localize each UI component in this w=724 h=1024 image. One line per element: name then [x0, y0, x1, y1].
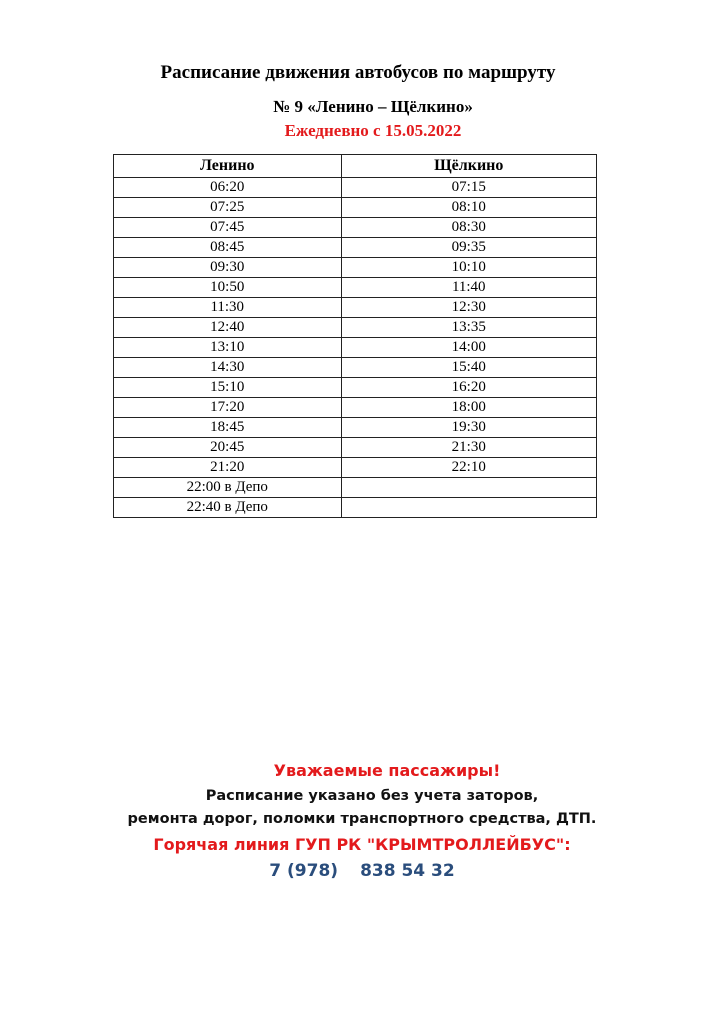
schedule-body: [114, 178, 597, 518]
departure-lenino: 18:45: [114, 418, 342, 438]
departure-shchelkino: 19:30: [341, 418, 596, 438]
departure-shchelkino: 13:35: [341, 318, 596, 338]
departure-shchelkino: 08:10: [341, 198, 596, 218]
table-row: [114, 298, 597, 318]
departure-lenino: 09:30: [114, 258, 342, 278]
departure-shchelkino: 14:00: [341, 338, 596, 358]
phone-number: 838 54 32: [360, 861, 455, 881]
departure-lenino: 12:40: [114, 318, 342, 338]
departure-lenino: 11:30: [114, 298, 342, 318]
departure-shchelkino: 22:10: [341, 458, 596, 478]
departure-lenino: 17:20: [114, 398, 342, 418]
departure-lenino: 21:20: [114, 458, 342, 478]
hotline-phone: [0, 859, 724, 883]
table-row: [114, 478, 597, 498]
table-row: [114, 338, 597, 358]
table-row: [114, 438, 597, 458]
table-row: [114, 378, 597, 398]
departure-shchelkino: 11:40: [341, 278, 596, 298]
departure-lenino: 22:00 в Депо: [114, 478, 342, 498]
departure-lenino: 10:50: [114, 278, 342, 298]
table-row: [114, 238, 597, 258]
effective-date: [0, 120, 724, 142]
table-row: [114, 198, 597, 218]
departure-lenino: 08:45: [114, 238, 342, 258]
table-row: [114, 358, 597, 378]
schedule-table: [113, 154, 597, 518]
hotline-label: Горячая линия ГУП РК "КРЫМТРОЛЛЕЙБУС":: [153, 835, 571, 854]
departure-lenino: 07:45: [114, 218, 342, 238]
departure-lenino: 07:25: [114, 198, 342, 218]
notice-line-1-text: Расписание указано без учета заторов,: [205, 788, 539, 804]
departure-shchelkino: 12:30: [341, 298, 596, 318]
departure-lenino: 13:10: [114, 338, 342, 358]
departure-lenino: 06:20: [114, 178, 342, 198]
table-row: [114, 178, 597, 198]
departure-shchelkino: 21:30: [341, 438, 596, 458]
departure-lenino: 15:10: [114, 378, 342, 398]
page-title: [0, 60, 724, 86]
departure-shchelkino: 10:10: [341, 258, 596, 278]
table-row: [114, 498, 597, 518]
table-row: [114, 218, 597, 238]
notice-heading: [0, 760, 724, 782]
departure-shchelkino: [341, 498, 596, 518]
effective-date-text: Ежедневно с 15.05.2022: [284, 121, 462, 140]
table-row: [114, 418, 597, 438]
phone-code: 7 (978): [269, 861, 339, 881]
schedule-header-row: [114, 155, 597, 178]
departure-shchelkino: 15:40: [341, 358, 596, 378]
table-row: [114, 318, 597, 338]
table-row: [114, 258, 597, 278]
notice-line-1: [0, 785, 724, 807]
table-row: [114, 278, 597, 298]
route-name: [0, 96, 724, 118]
departure-shchelkino: 18:00: [341, 398, 596, 418]
notice-heading-text: Уважаемые пассажиры!: [273, 761, 501, 780]
column-header-lenino: Ленино: [114, 155, 342, 178]
departure-shchelkino: 07:15: [341, 178, 596, 198]
route-name-text: № 9 «Ленино – Щёлкино»: [273, 97, 473, 116]
notice-line-2: ремонта дорог, поломки транспортного средства, ДТП.: [127, 811, 597, 827]
departure-lenino: 14:30: [114, 358, 342, 378]
departure-lenino: 22:40 в Депо: [114, 498, 342, 518]
departure-shchelkino: [341, 478, 596, 498]
departure-shchelkino: 08:30: [341, 218, 596, 238]
table-row: [114, 458, 597, 478]
column-header-shchelkino: Щёлкино: [341, 155, 596, 178]
departure-shchelkino: 16:20: [341, 378, 596, 398]
departure-shchelkino: 09:35: [341, 238, 596, 258]
table-row: [114, 398, 597, 418]
page-title-text: Расписание движения автобусов по маршруту: [160, 62, 556, 83]
departure-lenino: 20:45: [114, 438, 342, 458]
